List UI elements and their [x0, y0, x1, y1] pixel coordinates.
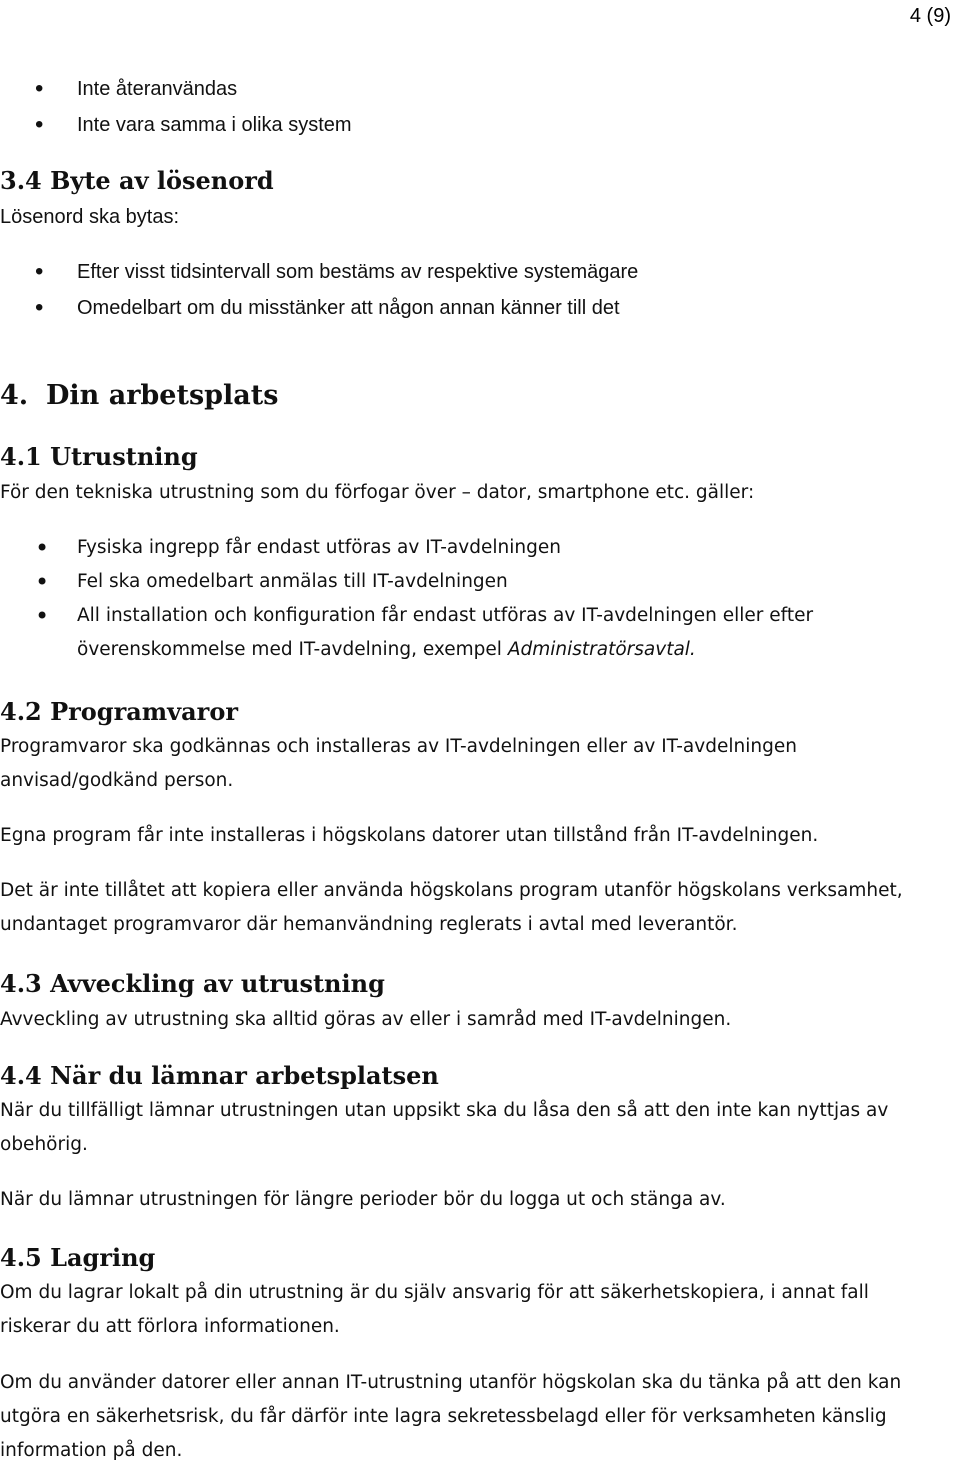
paragraph: Egna program får inte installeras i högskolans datorer utan tillstånd från IT-avdelningen. [0, 825, 819, 846]
section-heading-4-1: 4.1 Utrustning [0, 442, 198, 471]
paragraph: Avveckling av utrustning ska alltid göras av eller i samråd med IT-avdelningen. [0, 1009, 732, 1030]
chapter-heading-4 [0, 376, 960, 416]
paragraph: Om du lagrar lokalt på din utrustning är du själv ansvarig för att säkerhetskopiera, i annat fall riskerar du att förlora informationen. [0, 1282, 869, 1337]
paragraph: När du tillfälligt lämnar utrustningen utan uppsikt ska du låsa den så att den inte kan nyttjas av obehörig. [0, 1100, 889, 1155]
paragraph: När du lämnar utrustningen för längre perioder bör du logga ut och stänga av. [0, 1189, 726, 1210]
list-item-text: All installation och konfiguration får endast utföras av IT-avdelningen eller efter överenskommelse med IT-avdelning, exempel [77, 605, 814, 660]
password-rules-list [0, 71, 960, 143]
section-heading-4-2: 4.2 Programvaror [0, 697, 238, 726]
password-change-list [0, 254, 960, 326]
chapter-number: 4. [0, 380, 29, 411]
paragraph: Lösenord ska bytas: [0, 206, 179, 228]
equipment-rules-list [0, 531, 960, 667]
paragraph: Om du använder datorer eller annan IT-utrustning utanför högskolan ska du tänka på att den kan utgöra en säkerhetsrisk, du får därför inte lagra sekretessbelagd eller för verksamheten känslig information på den. [0, 1372, 902, 1461]
chapter-title: Din arbetsplats [46, 380, 279, 411]
list-item: • Efter visst tidsintervall som bestäms av respektive systemägare [0, 254, 960, 290]
list-item: • Omedelbart om du misstänker att någon annan känner till det [0, 290, 960, 326]
section-heading-3-4: 3.4 Byte av lösenord [0, 166, 274, 195]
page-number: 4 (9) [909, 5, 951, 27]
list-item: • Inte återanvändas [0, 71, 960, 107]
agreement-reference: Administratörsavtal. [507, 639, 696, 660]
list-item: • Fysiska ingrepp får endast utföras av IT-avdelningen [0, 531, 960, 565]
list-item: • Fel ska omedelbart anmälas till IT-avdelningen [0, 565, 960, 599]
section-heading-4-5: 4.5 Lagring [0, 1243, 156, 1272]
paragraph: Det är inte tillåtet att kopiera eller använda högskolans program utanför högskolans verksamhet, undantaget programvaror där hemanvändning reglerats i avtal med leverantör. [0, 880, 903, 935]
section-heading-4-4: 4.4 När du lämnar arbetsplatsen [0, 1061, 439, 1090]
list-item [0, 599, 960, 667]
paragraph: För den tekniska utrustning som du förfogar över – dator, smartphone etc. gäller: [0, 482, 755, 503]
list-item: • Inte vara samma i olika system [0, 107, 960, 143]
section-heading-4-3: 4.3 Avveckling av utrustning [0, 969, 385, 998]
paragraph: Programvaror ska godkännas och installeras av IT-avdelningen eller av IT-avdelningen anvisad/godkänd person. [0, 736, 797, 791]
